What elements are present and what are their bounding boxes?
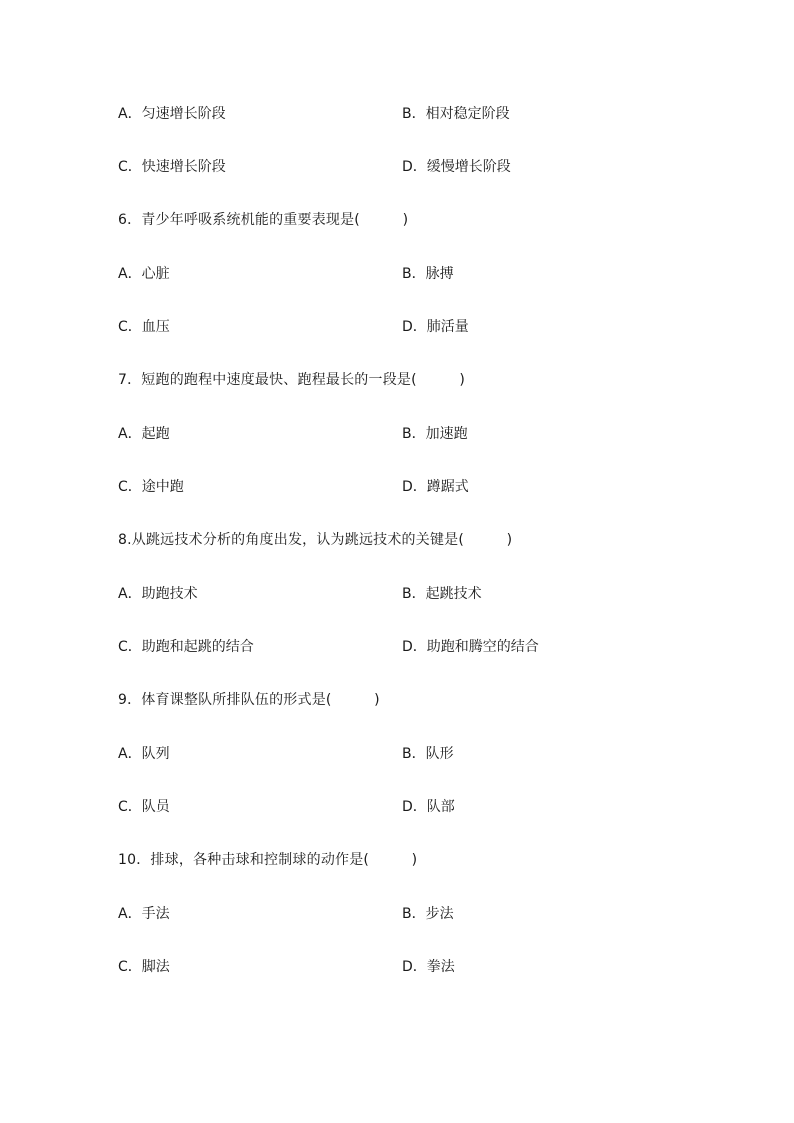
option-a: A．匀速增长阶段 — [118, 106, 226, 122]
option-c: C．快速增长阶段 — [118, 159, 226, 175]
question-9-stem: 9．体育课整队所排队伍的形式是( ) — [118, 692, 380, 708]
q7-option-c: C．途中跑 — [118, 479, 184, 495]
question-8-stem: 8.从跳远技术分析的角度出发，认为跳远技术的关键是( ) — [118, 532, 513, 548]
question-7-stem: 7．短跑的跑程中速度最快、跑程最长的一段是( ) — [118, 372, 466, 388]
q9-option-c: C．队员 — [118, 799, 170, 815]
q6-option-a: A．心脏 — [118, 266, 170, 282]
q10-option-a: A．手法 — [118, 906, 170, 922]
q8-option-d: D．助跑和腾空的结合 — [402, 639, 539, 655]
q9-option-b: B．队形 — [402, 746, 454, 762]
q6-option-b: B．脉搏 — [402, 266, 454, 282]
q8-option-b: B．起跳技术 — [402, 586, 482, 602]
question-10-stem: 10．排球，各种击球和控制球的动作是( ) — [118, 852, 418, 868]
q8-option-c: C．助跑和起跳的结合 — [118, 639, 254, 655]
q9-option-d: D．队部 — [402, 799, 455, 815]
q6-option-d: D．肺活量 — [402, 319, 469, 335]
q10-option-b: B．步法 — [402, 906, 454, 922]
q8-option-a: A．助跑技术 — [118, 586, 198, 602]
q10-option-c: C．脚法 — [118, 959, 170, 975]
option-b: B．相对稳定阶段 — [402, 106, 510, 122]
q10-option-d: D．拳法 — [402, 959, 455, 975]
q7-option-b: B．加速跑 — [402, 426, 468, 442]
q7-option-d: D．蹲踞式 — [402, 479, 469, 495]
q6-option-c: C．血压 — [118, 319, 170, 335]
question-6-stem: 6．青少年呼吸系统机能的重要表现是( ) — [118, 212, 409, 228]
q7-option-a: A．起跑 — [118, 426, 170, 442]
option-d: D．缓慢增长阶段 — [402, 159, 511, 175]
q9-option-a: A．队列 — [118, 746, 170, 762]
